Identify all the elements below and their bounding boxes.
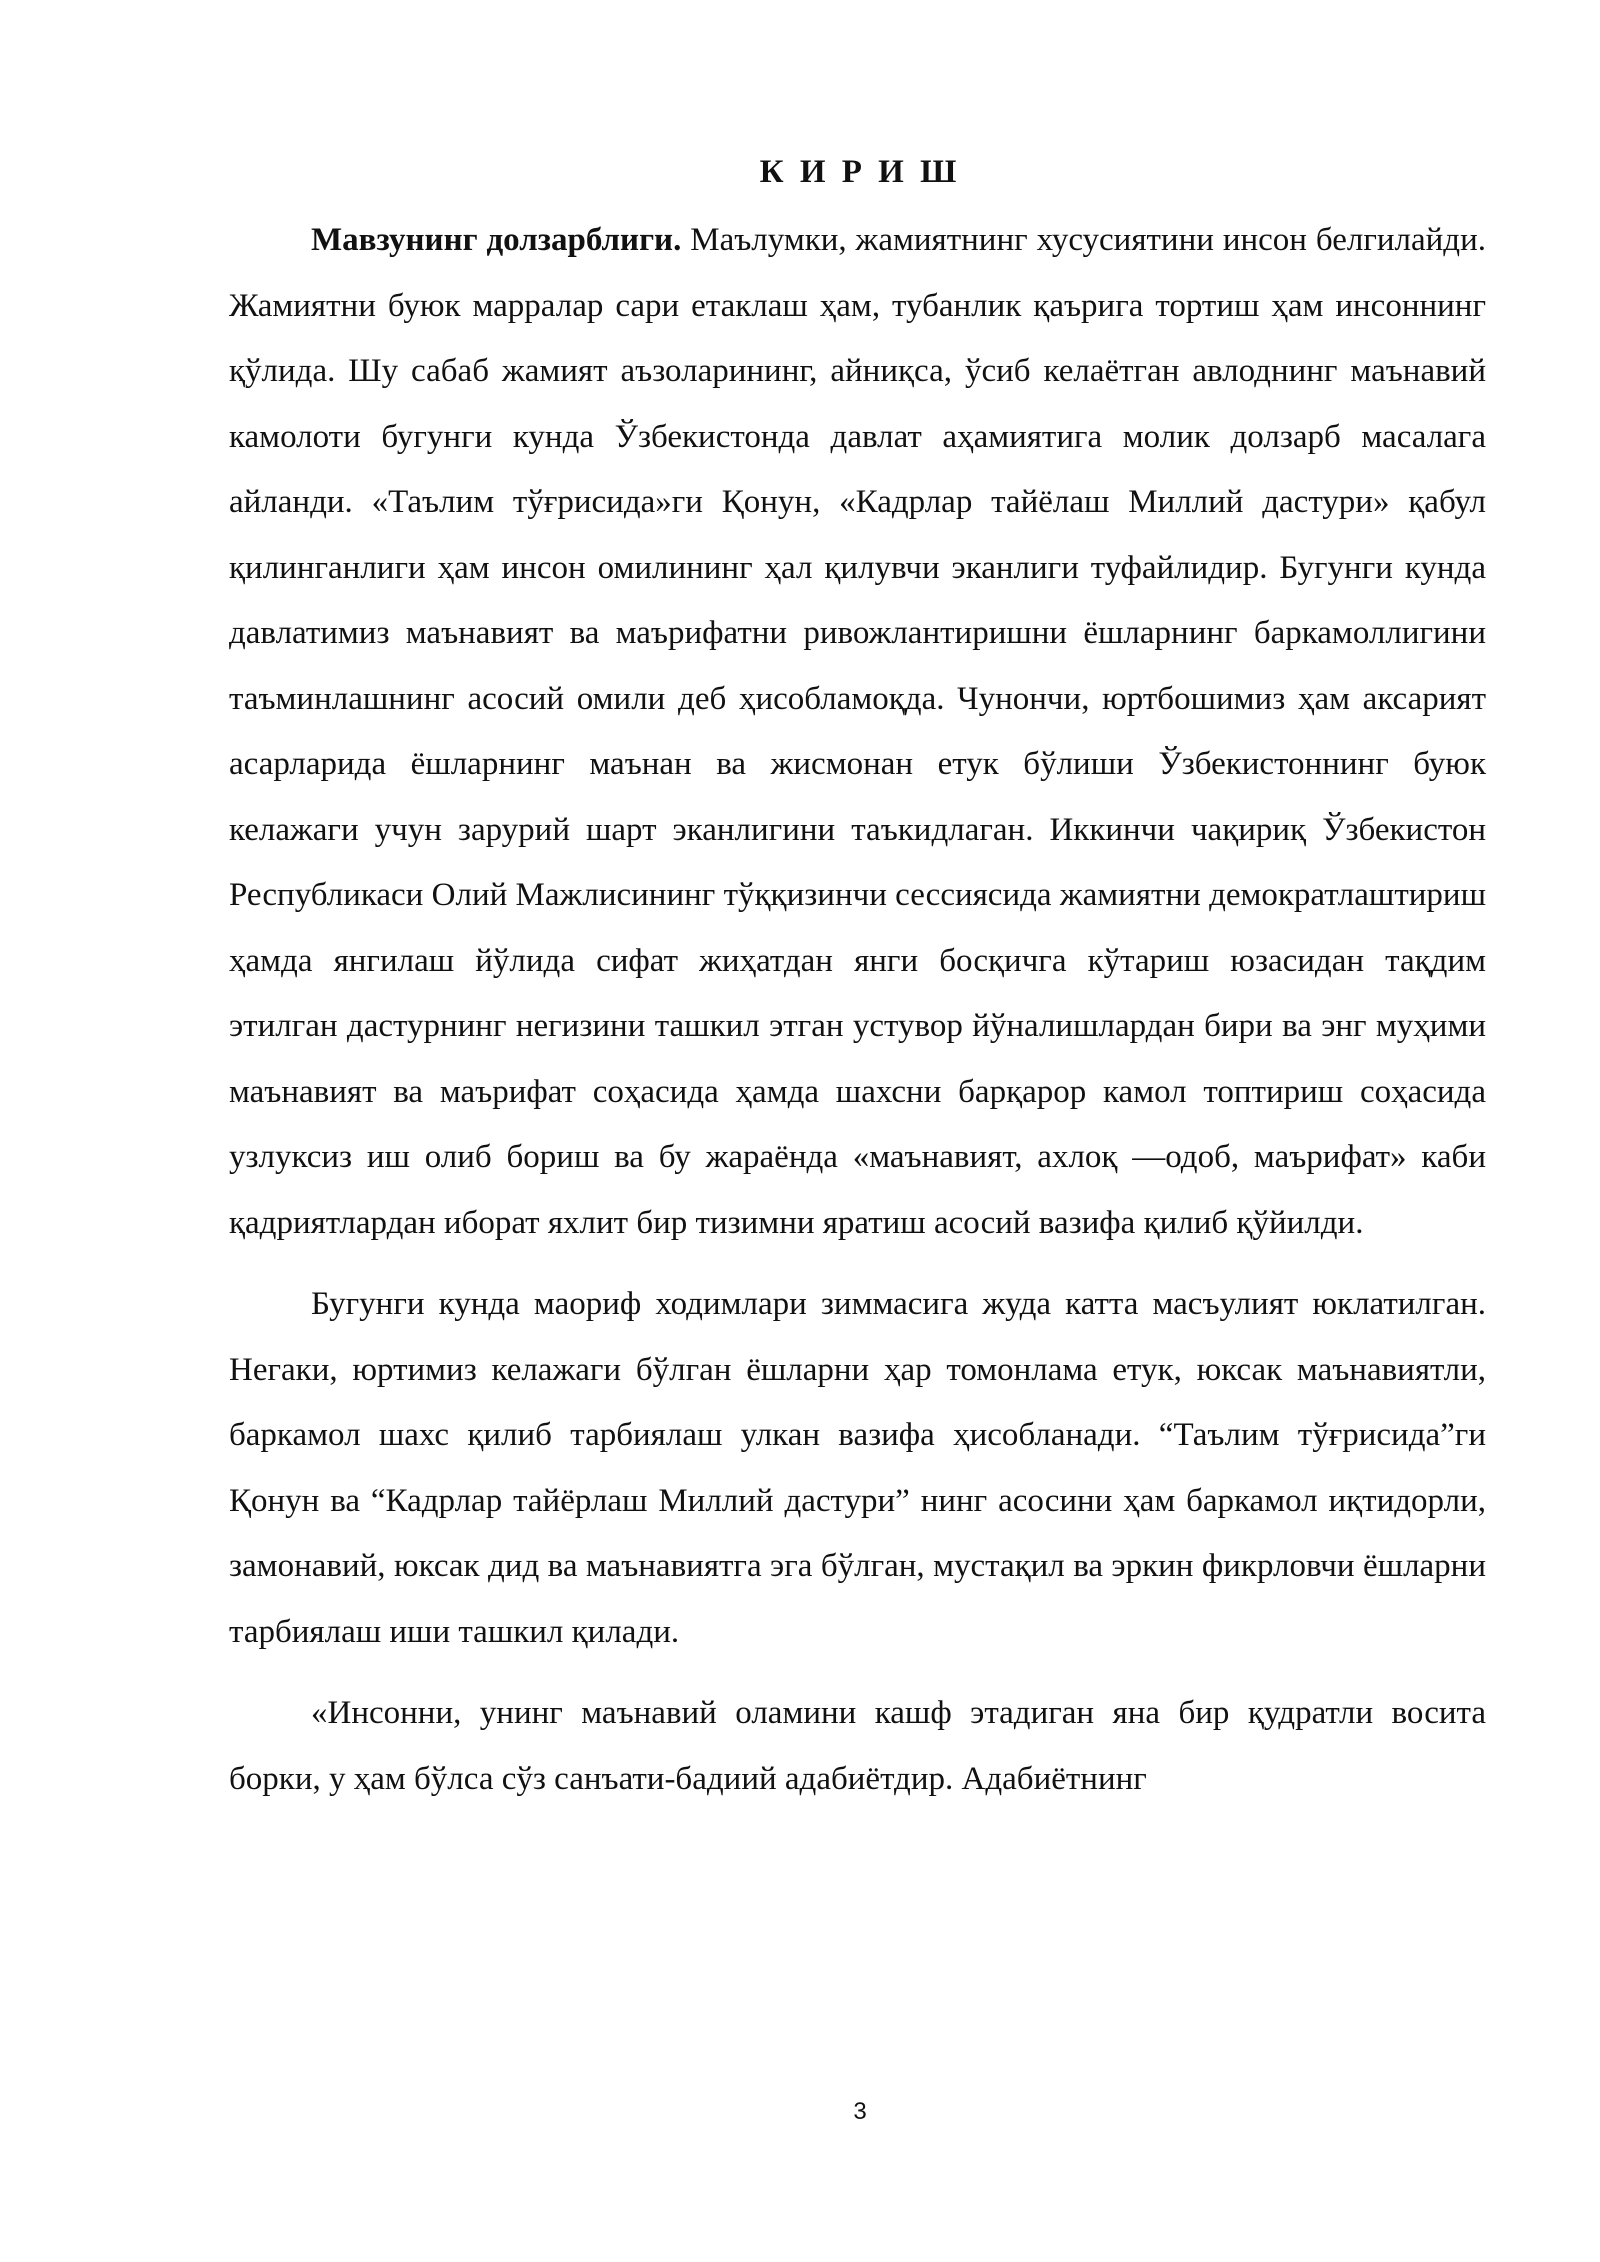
paragraph-text: Бугунги кунда маориф ходимлари зиммасига жуда катта масъулият юклатилган. Негаки, юртимиз келажаги бўлган ёшларни ҳар томонлама етук, юксак маънавиятли, баркамол шахс қилиб тарбиялаш улкан вазифа ҳисобланади. “Таълим тўғрисида”ги Қонун ва “Кадрлар тайёрлаш Миллий дастури” нинг асосини ҳам баркамол иқтидорли, замонавий, юксак дид ва маънавиятга эга бўлган, мустақил ва эркин фикрловчи ёшларни тарбиялаш иши ташкил қилади. (229, 1286, 1486, 1650)
paragraph-text: Маълумки, жамиятнинг хусусиятини инсон белгилайди. Жамиятни буюк марралар сари етаклаш ҳам, тубанлик қаърига тортиш ҳам инсоннинг қўлида. Шу сабаб жамият аъзоларининг, айниқса, ўсиб келаётган авлоднинг маънавий камолоти бугунги кунда Ўзбекистонда давлат аҳамиятига молик долзарб масалага айланди. «Таълим тўғрисида»ги Қонун, «Кадрлар тайёлаш Миллий дастури» қабул қилинганлиги ҳам инсон омилининг ҳал қилувчи эканлиги туфайлидир. Бугунги кунда давлатимиз маънавият ва маърифатни ривожлантиришни ёшларнинг баркамоллигини таъминлашнинг асосий омили деб ҳисобламоқда. Чунончи, юртбошимиз ҳам аксарият асарларида ёшларнинг маънан ва жисмонан етук бўлиши Ўзбекистоннинг буюк келажаги учун зарурий шарт эканлигини таъкидлаган. Иккинчи чақириқ Ўзбекистон Республикаси Олий Мажлисининг тўққизинчи сессиясида жамиятни демократлаштириш ҳамда янгилаш йўлида сифат жиҳатдан янги босқичга кўтариш юзасидан тақдим этилган дастурнинг негизини ташкил этган устувор йўналишлардан бири ва энг муҳими маънавият ва маърифат соҳасида ҳамда шахсни барқарор камол топтириш соҳасида узлуксиз иш олиб бориш ва бу жараёнда «маънавият, ахлоқ —одоб, маърифат» каби қадриятлардан иборат яхлит бир тизимни яратиш асосий вазифа қилиб қўйилди. (229, 222, 1487, 1241)
page-number: 3 (853, 2098, 867, 2125)
paragraph-education (229, 1272, 1486, 1665)
body-text (229, 208, 1486, 1812)
paragraph-relevance (229, 208, 1486, 1256)
section-heading: К И Р И Ш (759, 154, 961, 190)
paragraph-literature (229, 1681, 1486, 1812)
paragraph-text: «Инсонни, унинг маънавий оламини кашф этадиган яна бир қудратли восита борки, у ҳам бўлса сўз санъати-бадиий адабиётдир. Адабиётнинг (229, 1695, 1486, 1797)
paragraph-lead: Мавзунинг долзарблиги. (311, 222, 682, 258)
